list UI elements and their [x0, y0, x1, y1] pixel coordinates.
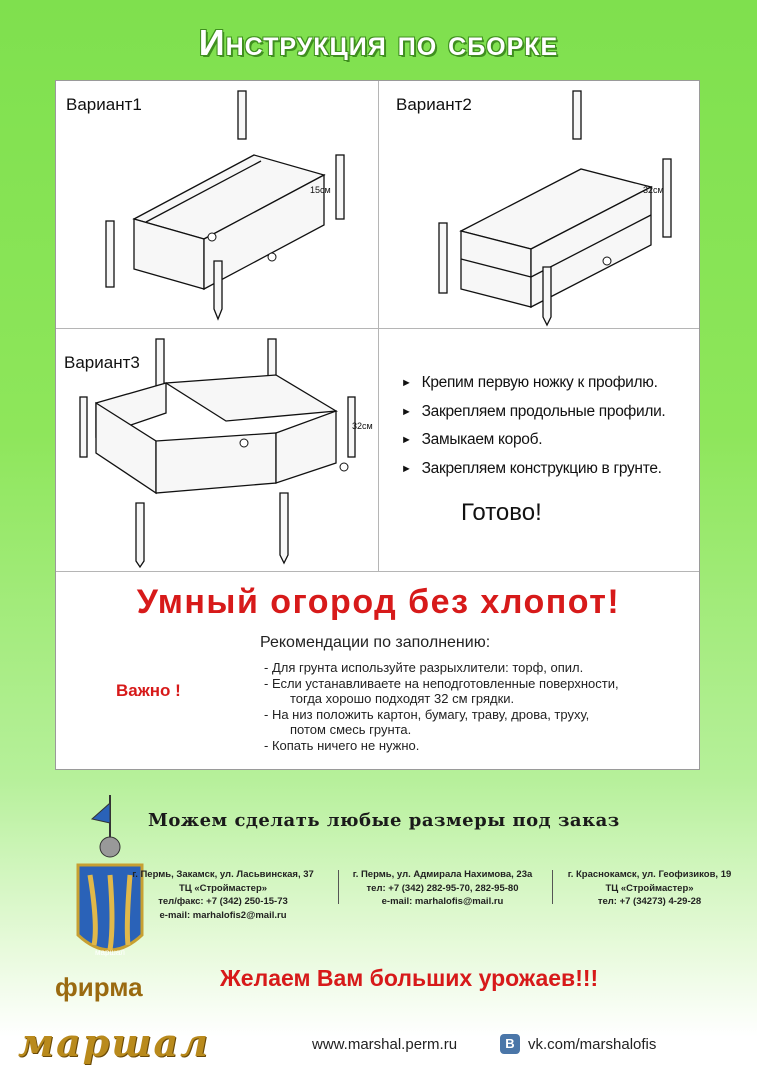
wish-text: Желаем Вам больших урожаев!!!	[220, 965, 599, 991]
assembly-steps	[401, 374, 701, 488]
arrow-right-icon: ►	[401, 462, 412, 475]
firm-word: фирма	[55, 972, 143, 1002]
recommendations-title: Рекомендации по заполнению:	[260, 634, 491, 651]
variant-1-label: Вариант1	[66, 95, 142, 114]
variant-3-dimension: 32см	[352, 421, 373, 431]
variant-3-label: Вариант3	[64, 353, 140, 372]
step-item: ► Закрепляем конструкцию в грунте.	[401, 459, 662, 477]
divider-horizontal-2	[56, 571, 699, 572]
variant-2-label: Вариант2	[396, 95, 472, 114]
order-line: Можем сделать любые размеры под заказ	[148, 810, 620, 831]
step-item: ► Закрепляем продольные профили.	[401, 402, 666, 420]
recommendation-item: - Если устанавливаете на неподготовленные поверхности,	[264, 675, 619, 691]
website-link[interactable]: www.marshal.perm.ru	[312, 1036, 458, 1053]
vk-link[interactable]: vk.com/marshalofis	[528, 1036, 657, 1053]
recommendation-item: потом смесь грунта.	[290, 722, 412, 738]
address-block-1: г. Пермь, Закамск, ул. Ласьвинская, 37 ТЦ «Строймастер» тел/факс: +7 (342) 250-15-73 e-mail: marhalofis2@mail.ru	[132, 869, 314, 921]
variant-2-dimension: 32см	[643, 185, 664, 195]
ready-text: Готово!	[461, 499, 542, 526]
vk-icon[interactable]: B	[500, 1034, 520, 1054]
recommendation-item: - Для грунта используйте разрыхлители: торф, опил.	[264, 660, 584, 675]
variant-1-dimension: 15см	[310, 185, 331, 195]
recommendation-item: - На низ положить картон, бумагу, траву, дрова, труху,	[264, 706, 590, 722]
brand-name: маршал	[18, 1020, 210, 1065]
arrow-right-icon: ►	[401, 405, 412, 418]
stake-icon	[238, 91, 246, 139]
variant-2-diagram	[431, 89, 701, 329]
address-block-3: г. Краснокамск, ул. Геофизиков, 19 ТЦ «Строймастер» тел: +7 (34273) 4-29-28	[567, 869, 732, 907]
arrow-right-icon: ►	[401, 434, 412, 446]
slogan: Умный огород без хлопот!	[136, 583, 621, 621]
instruction-panel	[55, 80, 700, 770]
address-block-2: г. Пермь, ул. Адмирала Нахимова, 23а тел: +7 (342) 282-95-70, 282-95-80 e-mail: marhalofis@mail.ru	[352, 869, 533, 907]
recommendation-item: - Копать ничего не нужно.	[264, 737, 420, 753]
address-separator	[338, 870, 339, 904]
logo-shield-text: маршал	[95, 948, 125, 957]
page-title: Инструкция по сборке	[198, 22, 559, 63]
recommendation-item: тогда хорошо подходят 32 см грядки.	[290, 691, 515, 707]
important-label: Важно !	[116, 681, 181, 700]
arrow-right-icon: ►	[401, 377, 412, 389]
recommendations-list	[264, 660, 704, 754]
step-item: ► Крепим первую ножку к профилю.	[401, 374, 658, 391]
variant-3-diagram	[66, 333, 386, 569]
step-item: ► Замыкаем короб.	[401, 431, 543, 448]
variant-1-diagram	[96, 89, 366, 329]
